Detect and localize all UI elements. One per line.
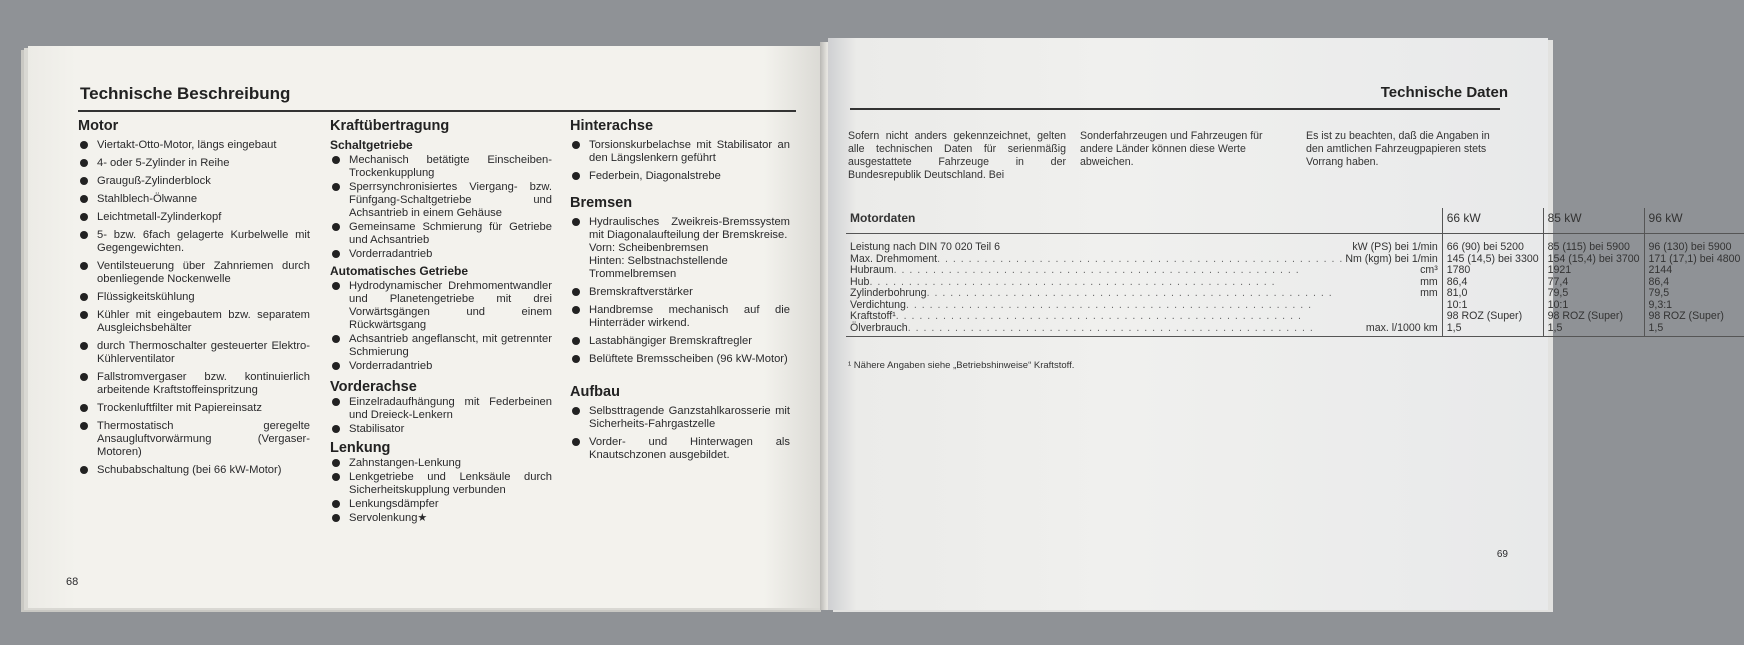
list-item: Stahlblech-Ölwanne [78, 193, 310, 206]
list-item: Stabilisator [330, 423, 552, 436]
list-item: Einzelradaufhängung mit Federbeinen und Dreieck-Lenkern [330, 396, 552, 422]
table-header-label: Motordaten [846, 208, 1442, 234]
list-item: Sperrsynchronisiertes Viergang- bzw. Fünfgang-Schaltgetriebe und Achsantrieb in einem Gehäuse [330, 181, 552, 220]
intro-paragraph-2: Sonderfahrzeugen und Fahrzeugen für andere Länder können diese Werte abweichen. [1080, 130, 1263, 168]
row-label [846, 234, 1442, 254]
list-item-text: Servolenkung [349, 512, 418, 524]
list-item: Trockenluftfilter mit Papiereinsatz [78, 402, 310, 415]
list-item: Achsantrieb angeflanscht, mit getrennter Schmierung [330, 333, 552, 359]
row-label-text: Ölverbrauch [850, 321, 908, 334]
list-item: Grauguß-Zylinderblock [78, 175, 310, 188]
table-row [846, 311, 1744, 323]
table-cell: 98 ROZ (Super) [1644, 311, 1744, 323]
lenkung-list [330, 457, 552, 525]
row-label-text: Verdichtung [850, 298, 906, 311]
table-header-row [846, 208, 1744, 234]
subheading-schaltgetriebe: Schaltgetriebe [330, 138, 413, 152]
table-header-col: 66 kW [1442, 208, 1543, 234]
row-label-text: Max. Drehmoment [850, 252, 938, 265]
table-cell: 1,5 [1644, 323, 1744, 337]
table-cell: 98 ROZ (Super) [1543, 311, 1644, 323]
left-page [28, 46, 828, 608]
section-heading-lenkung: Lenkung [330, 440, 391, 456]
section-heading-motor: Motor [78, 118, 119, 134]
table-footnote: ¹ Nähere Angaben siehe „Betriebshinweise“ Kraftstoff. [848, 360, 1075, 371]
brake-front-text: Vorn: Scheibenbremsen [589, 242, 709, 254]
table-cell: 1780 [1442, 265, 1543, 277]
row-unit [1436, 311, 1438, 323]
table-cell: 79,5 [1543, 288, 1644, 300]
list-item: 5- bzw. 6fach gelagerte Kurbelwelle mit Gegengewichten. [78, 229, 310, 255]
list-item: 4- oder 5-Zylinder in Reihe [78, 157, 310, 170]
list-item: Viertakt-Otto-Motor, längs eingebaut [78, 139, 310, 152]
row-label [846, 323, 1442, 337]
column-kraftuebertragung [330, 120, 552, 529]
list-item: Lastabhängiger Bremskraftregler [570, 335, 790, 348]
subheading-automatik: Automatisches Getriebe [330, 264, 469, 278]
column-motor [78, 120, 310, 482]
list-item: Federbein, Diagonalstrebe [570, 170, 790, 183]
list-item: durch Thermoschalter gesteuerter Elektro-Kühlerventilator [78, 340, 310, 366]
row-unit: mm [1420, 287, 1438, 299]
table-cell: 98 ROZ (Super) [1442, 311, 1543, 323]
list-item: Vorderradantrieb [330, 248, 552, 261]
table-row [846, 323, 1744, 337]
list-item: Vorder- und Hinterwagen als Knautschzonen ausgebildet. [570, 436, 790, 462]
right-page [828, 38, 1741, 610]
table-cell: 154 (15,4) bei 3700 [1543, 254, 1644, 266]
list-item: Hydrodynamischer Drehmomentwandler und Planetengetriebe mit drei Vorwärtsgängen und einem Rückwärtsgang [330, 280, 552, 332]
row-unit: Nm (kgm) bei 1/min [1345, 252, 1438, 265]
vorderachse-list [330, 396, 552, 436]
list-item: Thermostatisch geregelte Ansaugluftvorwärmung (Vergaser-Motoren) [78, 420, 310, 459]
section-heading-hinterachse: Hinterachse [570, 118, 654, 134]
table-row [846, 265, 1744, 277]
row-unit: cm³ [1420, 264, 1438, 276]
list-item: Kühler mit eingebautem bzw. separatem Ausgleichsbehälter [78, 309, 310, 335]
page-title-right: Technische Daten [1380, 84, 1508, 101]
table-cell: 1,5 [1442, 323, 1543, 337]
list-item: Zahnstangen-Lenkung [330, 457, 552, 470]
table-cell: 10:1 [1543, 300, 1644, 312]
row-label-text: Kraftstoff¹ [850, 310, 896, 322]
section-heading-aufbau: Aufbau [570, 384, 620, 400]
aufbau-list [570, 405, 790, 462]
table-cell: 79,5 [1644, 288, 1744, 300]
table-cell: 86,4 [1644, 277, 1744, 289]
table-header-col: 96 kW [1644, 208, 1744, 234]
list-item: Selbsttragende Ganzstahlkarosserie mit Sicherheits-Fahrgastzelle [570, 405, 790, 431]
column-hinterachse [570, 120, 790, 467]
list-item: Mechanisch betätigte Einscheiben-Trockenkupplung [330, 154, 552, 180]
table-row [846, 234, 1744, 254]
list-item: Schubabschaltung (bei 66 kW-Motor) [78, 464, 310, 477]
brake-rear-text: Hinten: Selbstnachstellende Trommelbremsen [589, 255, 728, 280]
intro-paragraph-3: Es ist zu beachten, daß die Angaben in den amtlichen Fahrzeugpapieren stets Vorrang haben. [1306, 130, 1490, 168]
list-item: Torsionskurbelachse mit Stabilisator an den Längslenkern geführt [570, 139, 790, 165]
bremsen-list [570, 216, 790, 366]
list-item [570, 216, 790, 281]
section-heading-vorderachse: Vorderachse [330, 379, 417, 395]
row-label [846, 288, 1442, 300]
row-unit: mm [1420, 275, 1438, 288]
open-manual [28, 38, 1741, 616]
page-number-right: 69 [1496, 549, 1508, 560]
table-cell: 77,4 [1543, 277, 1644, 289]
table-cell: 9,3:1 [1644, 300, 1744, 312]
row-label-text: Hub [850, 275, 870, 288]
table-cell: 2144 [1644, 265, 1744, 277]
intro-paragraph-1: Sofern nicht anders gekennzeichnet, gelten alle technischen Daten für serienmäßig ausgestattete Fahrzeuge in der Bundesrepublik Deutschland. Bei [848, 130, 1066, 181]
table-row [846, 288, 1744, 300]
table-cell: 171 (17,1) bei 4800 [1644, 254, 1744, 266]
motordaten-table [846, 208, 1744, 337]
row-label [846, 265, 1442, 277]
table-cell: 1921 [1543, 265, 1644, 277]
row-unit: kW (PS) bei 1/min [1352, 241, 1438, 253]
table-cell: 85 (115) bei 5900 [1543, 234, 1644, 254]
row-label-text: Leistung nach DIN 70 020 Teil 6 [850, 241, 1000, 253]
row-unit [1436, 300, 1438, 312]
brake-system-text: Hydraulisches Zweikreis-Bremssystem mit Diagonalaufteilung der Bremskreise. [589, 216, 790, 241]
title-rule-left [78, 110, 796, 112]
table-cell: 145 (14,5) bei 3300 [1442, 254, 1543, 266]
section-heading-kraftuebertragung: Kraftübertragung [330, 118, 450, 134]
list-item: Ventilsteuerung über Zahnriemen durch obenliegende Nockenwelle [78, 260, 310, 286]
row-label-text: Hubraum [850, 264, 894, 276]
table-cell: 1,5 [1543, 323, 1644, 337]
list-item: Gemeinsame Schmierung für Getriebe und Achsantrieb [330, 221, 552, 247]
list-item: Flüssigkeitskühlung [78, 291, 310, 304]
list-item: Fallstromvergaser bzw. kontinuierlich arbeitende Kraftstoffeinspritzung [78, 371, 310, 397]
page-number-left: 68 [66, 576, 79, 588]
row-label-text: Zylinderbohrung [850, 287, 927, 299]
row-label [846, 311, 1442, 323]
row-unit: max. l/1000 km [1365, 321, 1438, 334]
table-cell: 81,0 [1442, 288, 1543, 300]
table-header-col: 85 kW [1543, 208, 1644, 234]
automatik-list [330, 280, 552, 373]
hinterachse-list [570, 139, 790, 183]
list-item: Lenkgetriebe und Lenksäule durch Sicherheitskupplung verbunden [330, 471, 552, 497]
list-item: Vorderradantrieb [330, 360, 552, 373]
list-item: Bremskraftverstärker [570, 286, 790, 299]
list-item [330, 512, 552, 525]
title-rule-right [850, 108, 1500, 110]
table-cell: 86,4 [1442, 277, 1543, 289]
page-title-left: Technische Beschreibung [80, 84, 291, 103]
section-heading-bremsen: Bremsen [570, 195, 633, 211]
list-item: Lenkungsdämpfer [330, 498, 552, 511]
list-item: Leichtmetall-Zylinderkopf [78, 211, 310, 224]
table-cell: 10:1 [1442, 300, 1543, 312]
table-cell: 96 (130) bei 5900 [1644, 234, 1744, 254]
schaltgetriebe-list [330, 154, 552, 261]
table-cell: 66 (90) bei 5200 [1442, 234, 1543, 254]
list-item: Belüftete Bremsscheiben (96 kW-Motor) [570, 353, 790, 366]
motor-list [78, 139, 310, 477]
star-icon: ★ [417, 512, 428, 524]
list-item: Handbremse mechanisch auf die Hinterräder wirkend. [570, 304, 790, 330]
